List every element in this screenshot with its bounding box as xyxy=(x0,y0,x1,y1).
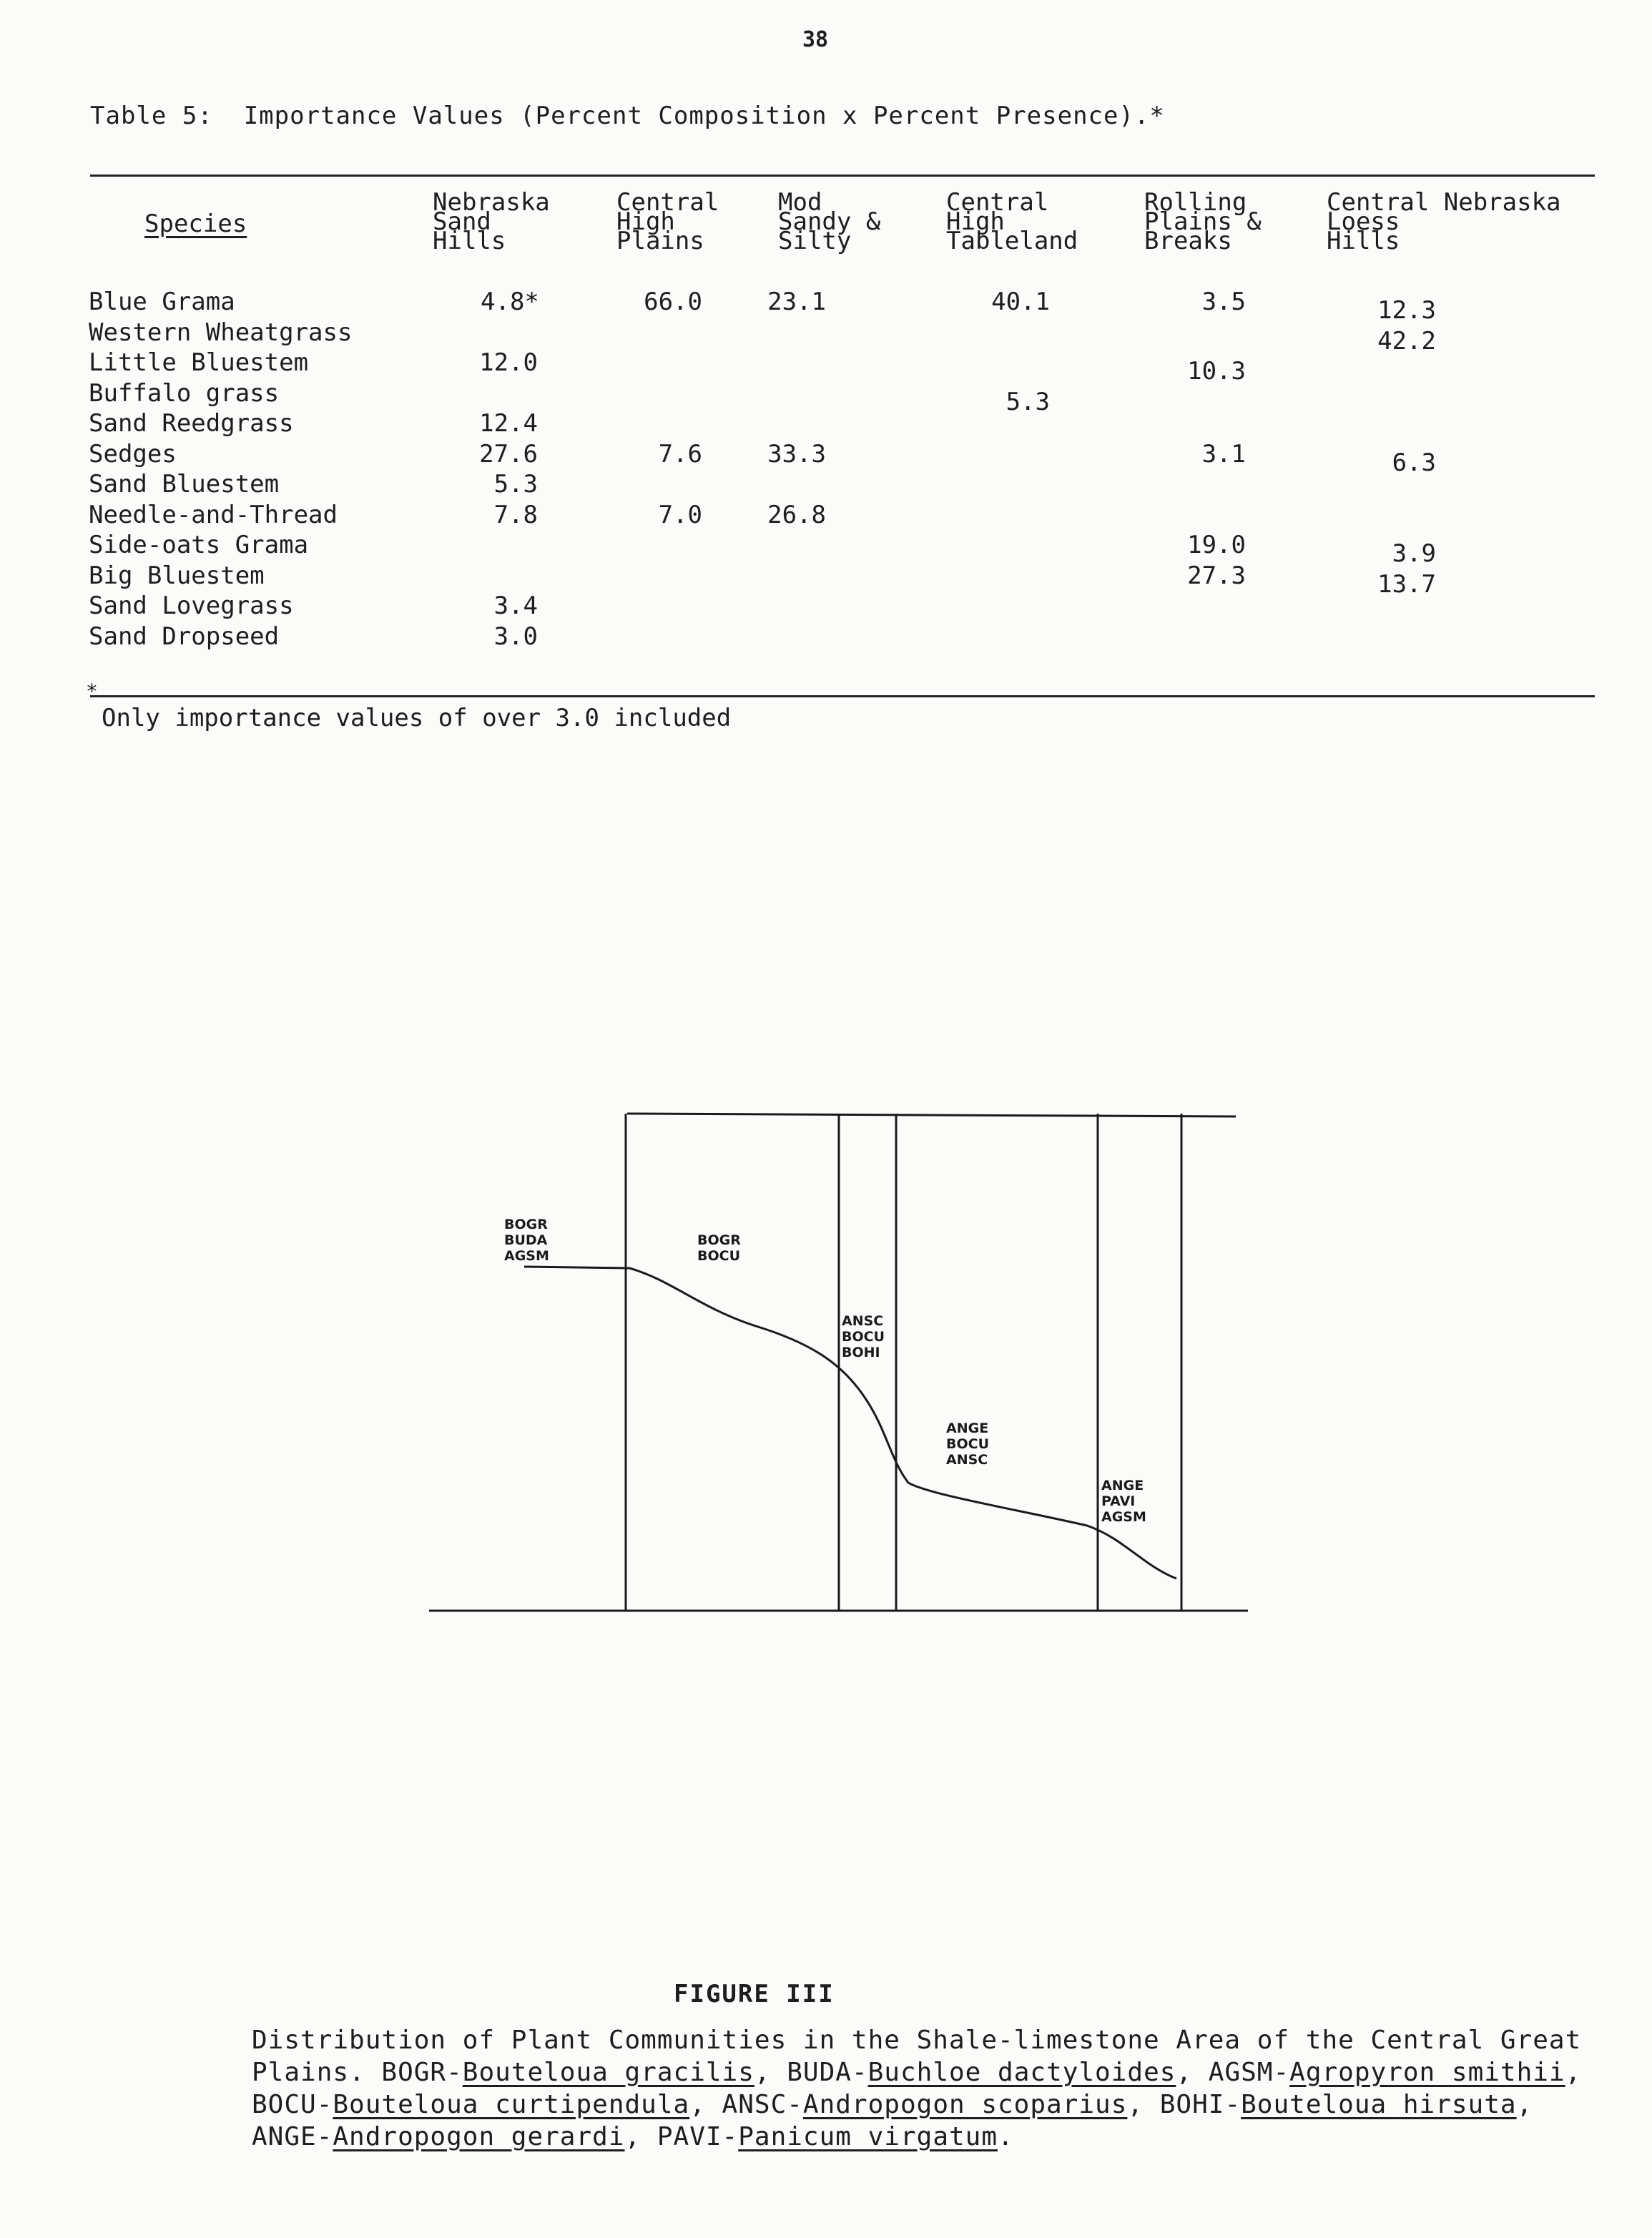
caption-text: , ANGE- xyxy=(252,2090,1533,2151)
species-name: Sand Reedgrass xyxy=(89,409,294,438)
species-name: Western Wheatgrass xyxy=(89,318,353,347)
importance-value: 23.1 xyxy=(767,288,826,316)
caption-text: , ANSC- xyxy=(689,2090,803,2119)
community-label: AGSM xyxy=(504,1248,549,1264)
community-label: BOCU xyxy=(697,1248,741,1264)
species-name: Sand Bluestem xyxy=(89,470,280,499)
table-top-rule xyxy=(90,175,1595,177)
community-label: BOGR xyxy=(504,1217,548,1232)
community-label: BOGR xyxy=(697,1232,741,1248)
importance-value: 3.0 xyxy=(493,622,538,651)
caption-text: , BOHI- xyxy=(1127,2090,1242,2119)
topographic-profile-curve xyxy=(524,1267,1176,1579)
importance-value: 5.3 xyxy=(1006,387,1050,416)
figure-caption xyxy=(252,2024,1611,2153)
species-name: Sedges xyxy=(89,439,177,468)
importance-value: 7.8 xyxy=(493,500,538,529)
column-header: Central Nebraska Loess Hills xyxy=(1327,188,1561,255)
community-label: BOCU xyxy=(946,1436,990,1452)
importance-value: 7.0 xyxy=(658,500,702,529)
caption-species-name: Andropogon gerardi xyxy=(333,2122,625,2151)
caption-species-name: Agropyron smithii xyxy=(1289,2058,1565,2087)
importance-value: 5.3 xyxy=(493,470,538,499)
importance-value: 12.0 xyxy=(479,348,538,377)
caption-species-name: Bouteloua hirsuta xyxy=(1241,2090,1517,2119)
species-name: Big Bluestem xyxy=(89,561,265,590)
footnote-mark: * xyxy=(86,679,98,703)
figure-title: FIGURE III xyxy=(674,1980,835,2008)
importance-value: 33.3 xyxy=(767,439,826,468)
importance-value: 12.4 xyxy=(479,409,538,438)
importance-value: 10.3 xyxy=(1187,357,1246,386)
table-title: Table 5: Importance Values (Percent Composition x Percent Presence).* xyxy=(90,102,1165,130)
importance-value: 40.1 xyxy=(991,288,1050,316)
caption-species-name: Buchloe dactyloides xyxy=(867,2058,1176,2087)
caption-species-name: Andropogon scoparius xyxy=(802,2090,1128,2119)
importance-value: 42.2 xyxy=(1377,326,1436,355)
species-column-header: Species xyxy=(144,210,247,238)
importance-value: 3.9 xyxy=(1392,539,1436,568)
figure-top-line xyxy=(627,1114,1236,1116)
importance-value: 3.4 xyxy=(493,592,538,620)
importance-value: 6.3 xyxy=(1392,448,1436,477)
page-number: 38 xyxy=(802,27,829,52)
footnote: Only importance values of over 3.0 included xyxy=(102,704,732,732)
caption-text: , PAVI- xyxy=(624,2122,739,2151)
table-bottom-rule xyxy=(90,695,1595,697)
importance-value: 13.7 xyxy=(1377,569,1436,599)
importance-value: 3.1 xyxy=(1201,439,1246,468)
species-name: Sand Dropseed xyxy=(89,622,280,651)
community-label: ANSC xyxy=(842,1313,884,1329)
community-label: BUDA xyxy=(504,1232,548,1248)
column-header: Central High Plains xyxy=(616,188,719,255)
community-label: PAVI xyxy=(1101,1493,1136,1509)
importance-value: 7.6 xyxy=(658,439,702,468)
column-header: Nebraska Sand Hills xyxy=(433,188,550,255)
caption-species-name: Bouteloua curtipendula xyxy=(333,2090,690,2119)
species-name: Little Bluestem xyxy=(89,348,309,377)
importance-value: 19.0 xyxy=(1187,531,1246,559)
importance-value: 27.3 xyxy=(1187,561,1246,590)
column-header: Mod Sandy & Silty xyxy=(778,188,881,255)
column-header: Rolling Plains & Breaks xyxy=(1144,188,1262,255)
column-header: Central High Tableland xyxy=(946,188,1078,255)
importance-value: 66.0 xyxy=(644,288,702,316)
caption-text: , BOCU- xyxy=(252,2058,1582,2119)
caption-species-name: Bouteloua gracilis xyxy=(462,2058,754,2087)
species-name: Blue Grama xyxy=(89,288,235,316)
caption-text: Distribution of Plant Communities in the Shale-limestone Area of the Central Great Plains. BOGR- xyxy=(252,2026,1582,2087)
community-label: AGSM xyxy=(1101,1509,1146,1525)
community-labels xyxy=(504,1217,1146,1525)
community-label: BOHI xyxy=(842,1345,880,1360)
importance-value: 4.8* xyxy=(481,288,539,316)
importance-value: 12.3 xyxy=(1377,296,1436,325)
community-label: BOCU xyxy=(842,1329,885,1345)
species-name: Side-oats Grama xyxy=(89,531,309,559)
caption-text: . xyxy=(998,2122,1014,2151)
species-name: Buffalo grass xyxy=(89,378,280,408)
community-label: ANSC xyxy=(946,1452,988,1468)
importance-value: 3.5 xyxy=(1201,288,1246,316)
caption-text: , AGSM- xyxy=(1176,2058,1290,2087)
importance-value: 27.6 xyxy=(479,439,538,468)
species-name: Needle-and-Thread xyxy=(89,500,338,529)
importance-value: 26.8 xyxy=(767,500,826,529)
caption-species-name: Panicum virgatum xyxy=(738,2122,998,2151)
community-label: ANGE xyxy=(1101,1478,1144,1493)
community-label: ANGE xyxy=(946,1420,989,1436)
caption-text: , BUDA- xyxy=(754,2058,868,2087)
species-name: Sand Lovegrass xyxy=(89,592,294,620)
